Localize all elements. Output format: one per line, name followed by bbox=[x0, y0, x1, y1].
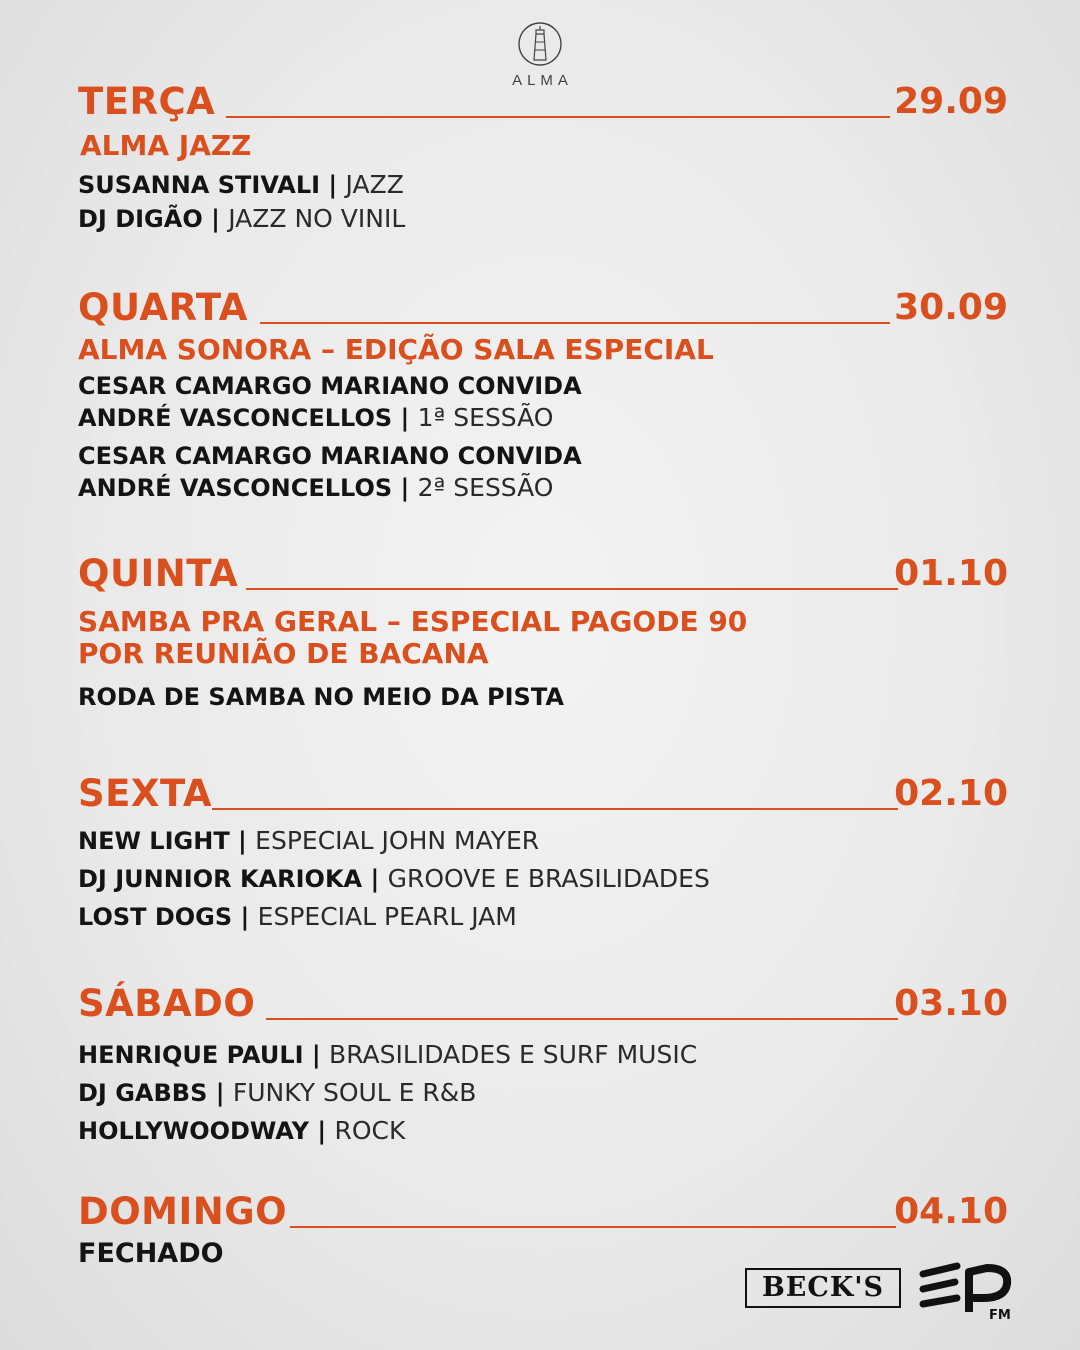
lighthouse-icon bbox=[516, 20, 564, 68]
day-name: QUINTA bbox=[78, 552, 239, 595]
list-item bbox=[78, 680, 1008, 714]
list-item: DJ DIGÃO | JAZZ NO VINIL bbox=[78, 204, 406, 233]
day-header bbox=[78, 764, 1008, 815]
sponsor-logos bbox=[745, 1262, 1035, 1322]
artist-name: DJ JUNNIOR KARIOKA bbox=[78, 865, 363, 893]
day-date: 03.10 bbox=[894, 983, 1008, 1024]
event-title: SAMBA PRA GERAL – ESPECIAL PAGODE 90 bbox=[78, 605, 748, 638]
event-subtitle: POR REUNIÃO DE BACANA bbox=[78, 637, 489, 670]
list-item: LOST DOGS | ESPECIAL PEARL JAM bbox=[78, 902, 517, 931]
artist-name: HOLLYWOODWAY bbox=[78, 1117, 309, 1145]
genre: 2ª SESSÃO bbox=[417, 473, 554, 502]
day-name: DOMINGO bbox=[78, 1190, 288, 1233]
list-item: NEW LIGHT | ESPECIAL JOHN MAYER bbox=[78, 826, 540, 855]
genre: BRASILIDADES E SURF MUSIC bbox=[329, 1040, 698, 1069]
day-name: SÁBADO bbox=[78, 982, 256, 1025]
list-item bbox=[78, 370, 1008, 402]
artist-name: CESAR CAMARGO MARIANO CONVIDA bbox=[78, 442, 582, 470]
genre: GROOVE E BRASILIDADES bbox=[387, 864, 710, 893]
artist-name: NEW LIGHT bbox=[78, 827, 230, 855]
genre: FUNKY SOUL E R&B bbox=[232, 1078, 477, 1107]
fm-label: FM bbox=[989, 1308, 1011, 1322]
artist-name: DJ DIGÃO bbox=[78, 205, 203, 233]
list-item: SUSANNA STIVALI | JAZZ bbox=[78, 170, 404, 199]
artist-name: SUSANNA STIVALI bbox=[78, 171, 321, 199]
day-name: QUARTA bbox=[78, 286, 248, 329]
genre: ESPECIAL PEARL JAM bbox=[257, 902, 517, 931]
genre: JAZZ bbox=[345, 170, 404, 199]
day-domingo bbox=[78, 1182, 1008, 1274]
day-header bbox=[78, 544, 1008, 595]
status-closed: FECHADO bbox=[78, 1238, 224, 1269]
day-header bbox=[78, 974, 1008, 1025]
list-item: ANDRÉ VASCONCELLOS | 1ª SESSÃO bbox=[78, 403, 554, 432]
day-quarta bbox=[78, 278, 1008, 504]
day-terca bbox=[78, 72, 1008, 236]
list-item: DJ GABBS | FUNKY SOUL E R&B bbox=[78, 1078, 477, 1107]
event-title: ALMA JAZZ bbox=[80, 129, 252, 162]
ep-fm-logo bbox=[917, 1262, 1027, 1326]
list-item: DJ JUNNIOR KARIOKA | GROOVE E BRASILIDADES bbox=[78, 864, 710, 893]
day-header bbox=[78, 72, 1008, 123]
day-date: 04.10 bbox=[894, 1191, 1008, 1232]
artist-name: ANDRÉ VASCONCELLOS bbox=[78, 474, 393, 502]
artist-name: RODA DE SAMBA NO MEIO DA PISTA bbox=[78, 683, 564, 711]
day-divider bbox=[266, 1018, 898, 1020]
genre: ROCK bbox=[334, 1116, 406, 1145]
day-divider bbox=[212, 808, 898, 810]
event-title: ALMA SONORA – EDIÇÃO SALA ESPECIAL bbox=[78, 333, 714, 366]
artist-name: DJ GABBS bbox=[78, 1079, 208, 1107]
list-item: HOLLYWOODWAY | ROCK bbox=[78, 1116, 406, 1145]
day-divider bbox=[260, 322, 890, 324]
day-sabado bbox=[78, 974, 1008, 1150]
genre: 1ª SESSÃO bbox=[417, 403, 554, 432]
genre: JAZZ NO VINIL bbox=[228, 204, 406, 233]
brand-name: ALMA bbox=[512, 72, 573, 89]
day-date: 01.10 bbox=[894, 553, 1008, 594]
day-sexta bbox=[78, 764, 1008, 936]
list-item: HENRIQUE PAULI | BRASILIDADES E SURF MUSIC bbox=[78, 1040, 698, 1069]
artist-name: CESAR CAMARGO MARIANO CONVIDA bbox=[78, 372, 582, 400]
genre: ESPECIAL JOHN MAYER bbox=[255, 826, 540, 855]
becks-logo: BECK'S bbox=[745, 1268, 901, 1308]
day-date: 30.09 bbox=[894, 287, 1008, 328]
day-divider bbox=[226, 116, 890, 118]
day-date: 02.10 bbox=[894, 773, 1008, 814]
list-item bbox=[78, 440, 1008, 472]
ep-fm-icon bbox=[917, 1262, 1027, 1322]
artist-name: ANDRÉ VASCONCELLOS bbox=[78, 404, 393, 432]
artist-name: LOST DOGS bbox=[78, 903, 233, 931]
day-divider bbox=[246, 588, 898, 590]
day-name: SEXTA bbox=[78, 772, 212, 815]
artist-name: HENRIQUE PAULI bbox=[78, 1041, 304, 1069]
day-header bbox=[78, 1182, 1008, 1233]
day-date: 29.09 bbox=[894, 81, 1008, 122]
day-divider bbox=[290, 1226, 896, 1228]
day-name: TERÇA bbox=[78, 80, 216, 123]
day-quinta bbox=[78, 544, 1008, 714]
list-item: ANDRÉ VASCONCELLOS | 2ª SESSÃO bbox=[78, 473, 554, 502]
day-header bbox=[78, 278, 1008, 329]
